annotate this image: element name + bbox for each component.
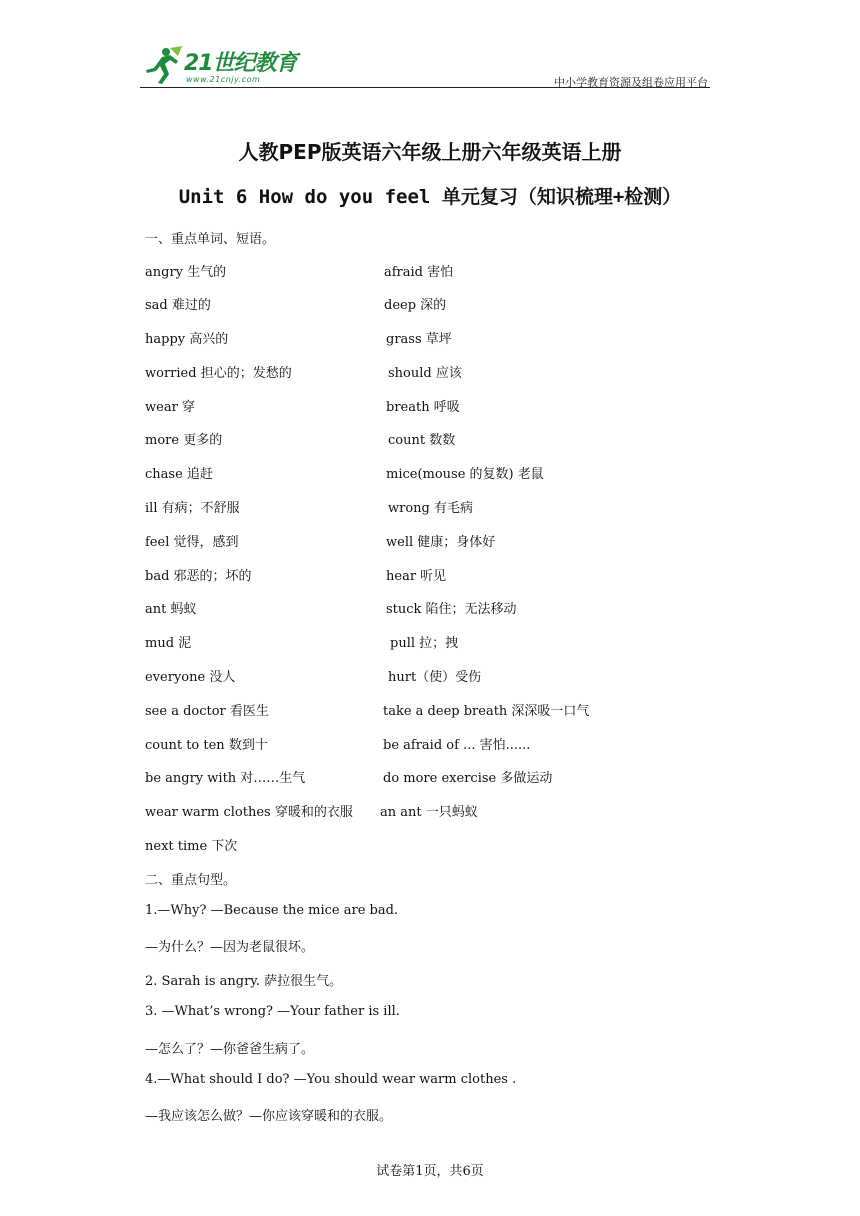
logo-url: www.21cnjy.com [186, 75, 261, 84]
vocab-left: bad 邪恶的；坏的 [145, 569, 252, 584]
vocab-right: breath 呼吸 [386, 400, 460, 415]
vocab-right: wrong 有毛病 [388, 501, 473, 516]
page-number: 试卷第1页，共6页 [376, 1164, 484, 1179]
vocab-right: do more exercise 多做运动 [383, 771, 553, 786]
section-heading-sentences: 二、重点句型。 [145, 873, 237, 888]
vocab-left: worried 担心的；发愁的 [145, 366, 292, 381]
platform-name: 中小学教育资源及组卷应用平台 [554, 76, 708, 89]
vocab-right: hear 听见 [386, 569, 447, 584]
vocab-left: more 更多的 [145, 433, 223, 448]
vocab-left: see a doctor 看医生 [145, 704, 269, 719]
sentence-line: 2. Sarah is angry. 萨拉很生气。 [145, 974, 343, 989]
vocab-left: angry 生气的 [145, 265, 227, 280]
runner-icon [140, 46, 184, 86]
sentence-line: 4.—What should I do? —You should wear warm clothes . [145, 1072, 517, 1087]
site-logo [140, 44, 310, 88]
vocab-left: wear warm clothes 穿暖和的衣服 [145, 805, 353, 820]
vocab-left: everyone 没人 [145, 670, 236, 685]
vocab-left: chase 追赶 [145, 467, 213, 482]
sentence-line: 1.—Why? —Because the mice are bad. [145, 903, 399, 918]
vocab-right: well 健康；身体好 [386, 535, 496, 550]
vocab-right: deep 深的 [384, 298, 447, 313]
vocab-right: be afraid of ... 害怕...... [383, 738, 531, 753]
sentence-line: —为什么？—因为老鼠很坏。 [145, 940, 315, 955]
vocab-left: next time 下次 [145, 839, 238, 854]
vocab-right: hurt（使）受伤 [388, 670, 482, 685]
vocab-left: wear 穿 [145, 400, 195, 415]
header-divider [140, 87, 710, 88]
section-heading-vocabulary: 一、重点单词、短语。 [145, 232, 276, 247]
vocab-right: mice(mouse 的复数) 老鼠 [386, 467, 544, 482]
vocab-right: take a deep breath 深深吸一口气 [383, 704, 590, 719]
vocab-left: count to ten 数到十 [145, 738, 268, 753]
vocab-left: ant 蚂蚁 [145, 602, 197, 617]
logo-wordmark: 21世纪教育 [184, 51, 297, 76]
document-title: 人教PEP版英语六年级上册六年级英语上册 [238, 140, 622, 164]
vocab-left: be angry with 对……生气 [145, 771, 306, 786]
vocab-left: mud 泥 [145, 636, 192, 651]
vocab-left: feel 觉得，感到 [145, 535, 239, 550]
page-header [140, 44, 710, 90]
vocab-left: happy 高兴的 [145, 332, 229, 347]
vocab-right: should 应该 [388, 366, 462, 381]
vocab-right: afraid 害怕 [384, 265, 454, 280]
sentence-line: —我应该怎么做？—你应该穿暖和的衣服。 [145, 1109, 393, 1124]
vocab-right: count 数数 [388, 433, 456, 448]
vocab-right: grass 草坪 [386, 332, 452, 347]
vocab-right: stuck 陷住；无法移动 [386, 602, 517, 617]
vocab-right: an ant 一只蚂蚁 [380, 805, 478, 820]
sentence-line: —怎么了？—你爸爸生病了。 [145, 1042, 315, 1057]
vocab-left: sad 难过的 [145, 298, 211, 313]
vocab-right: pull 拉；拽 [390, 636, 459, 651]
document-subtitle: Unit 6 How do you feel 单元复习（知识梳理+检测） [178, 186, 682, 208]
vocab-left: ill 有病；不舒服 [145, 501, 240, 516]
sentence-line: 3. —What’s wrong? —Your father is ill. [145, 1004, 400, 1019]
